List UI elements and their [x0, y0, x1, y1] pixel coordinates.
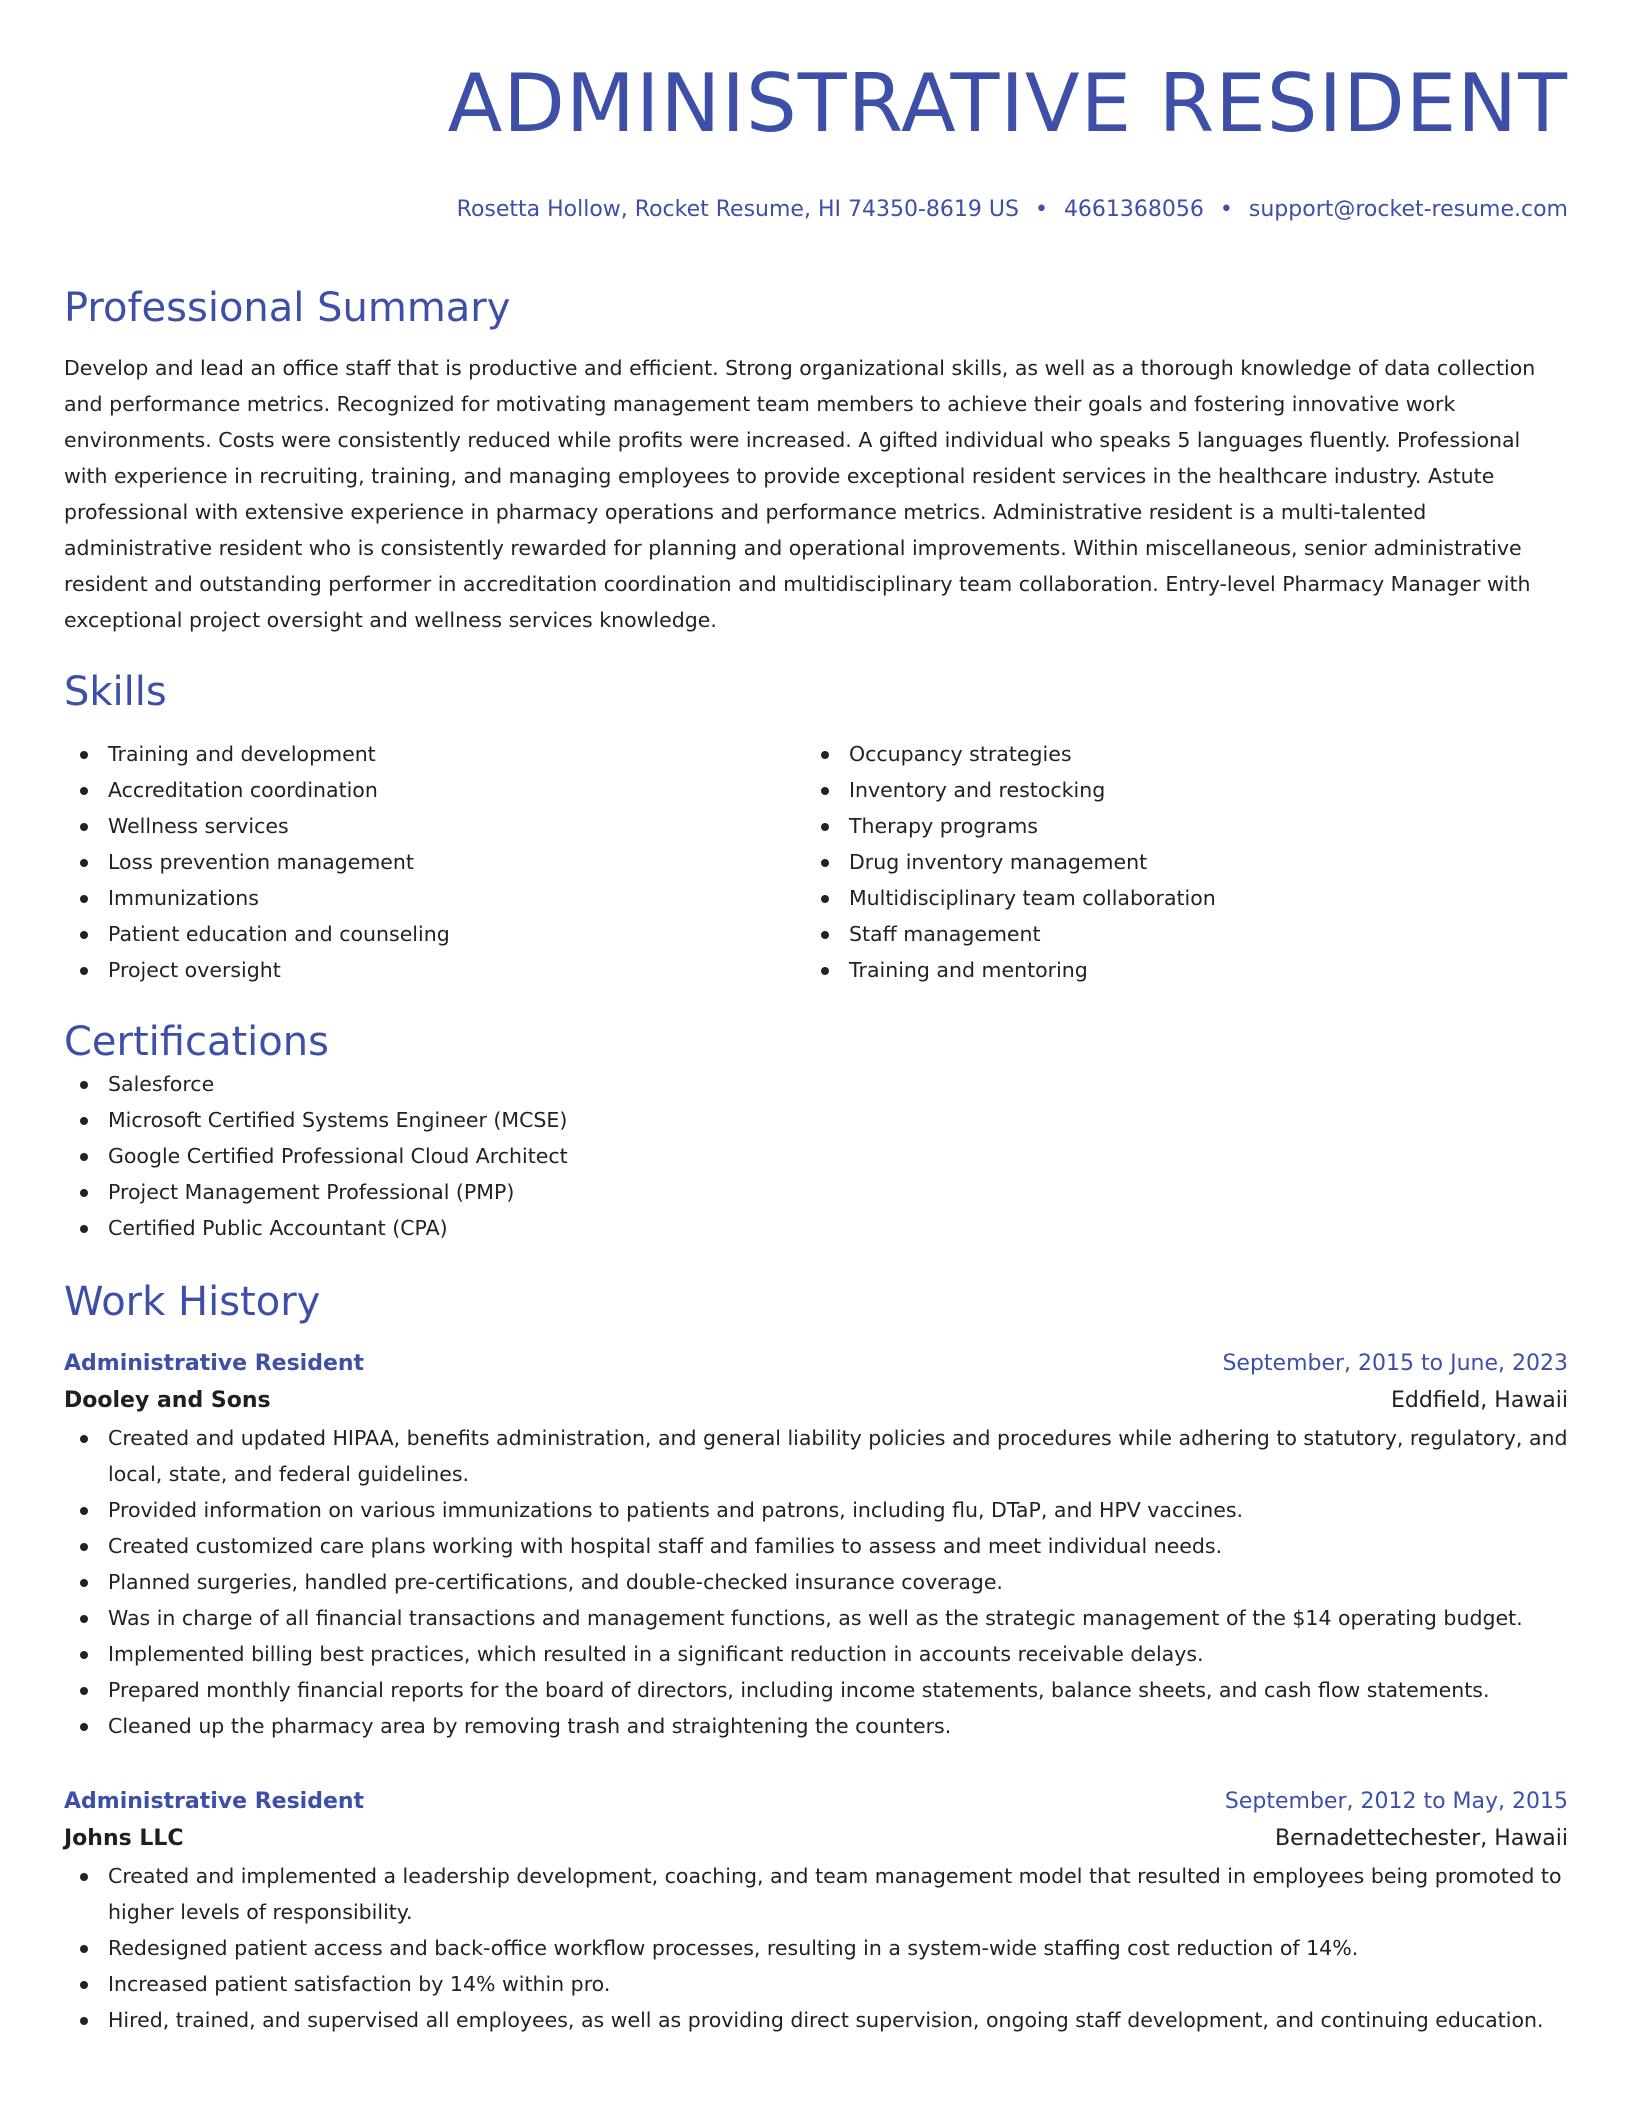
skill-item: Staff management: [805, 916, 1546, 952]
job-bullet: Prepared monthly financial reports for the board of directors, including income statements, balance sheets, and cash flow statements.: [64, 1672, 1568, 1708]
job-employer-row: [64, 1820, 1568, 1858]
skill-item: Accreditation coordination: [64, 772, 805, 808]
job-entry: [64, 1784, 1568, 2038]
skill-item: Wellness services: [64, 808, 805, 844]
job-bullet: Hired, trained, and supervised all employees, as well as providing direct supervision, ongoing staff development, and continuing education.: [64, 2002, 1568, 2038]
skills-column-left: [64, 736, 805, 988]
job-bullet: Created and updated HIPAA, benefits administration, and general liability policies and procedures while adhering to statutory, regulatory, and local, state, and federal guidelines.: [64, 1420, 1568, 1492]
job-company: Dooley and Sons: [64, 1388, 271, 1413]
skill-item: Therapy programs: [805, 808, 1546, 844]
skills-grid: [64, 736, 1568, 988]
contact-address: Rosetta Hollow, Rocket Resume, HI 74350-8619 US: [456, 197, 1019, 222]
job-employer-row: [64, 1382, 1568, 1420]
skill-item: Training and development: [64, 736, 805, 772]
summary-heading: Professional Summary: [64, 285, 511, 331]
job-title: Administrative Resident: [64, 1789, 365, 1814]
job-header-row: [64, 1784, 1568, 1820]
certification-item: Microsoft Certified Systems Engineer (MCSE): [64, 1102, 1568, 1138]
skill-item: Project oversight: [64, 952, 805, 988]
job-bullet: Provided information on various immunizations to patients and patrons, including flu, DTaP, and HPV vaccines.: [64, 1492, 1568, 1528]
skills-list-left: [64, 736, 805, 988]
job-bullet: Created customized care plans working with hospital staff and families to assess and meet individual needs.: [64, 1528, 1568, 1564]
job-responsibilities: [64, 1858, 1568, 2038]
job-dates: September, 2015 to June, 2023: [1222, 1351, 1568, 1376]
contact-line: [64, 194, 1568, 226]
job-bullet: Was in charge of all financial transactions and management functions, as well as the strategic management of the $14 operating budget.: [64, 1600, 1568, 1636]
certifications-list: [64, 1066, 1568, 1246]
candidate-name: ADMINISTRATIVE RESIDENT: [447, 57, 1568, 150]
skills-heading: Skills: [64, 669, 167, 715]
certification-item: Salesforce: [64, 1066, 1568, 1102]
contact-separator: •: [1219, 197, 1233, 222]
job-bullet: Created and implemented a leadership development, coaching, and team management model that resulted in employees being promoted to higher levels of responsibility.: [64, 1858, 1568, 1930]
certification-item: Project Management Professional (PMP): [64, 1174, 1568, 1210]
skills-column-right: [805, 736, 1546, 988]
skill-item: Patient education and counseling: [64, 916, 805, 952]
job-entry: [64, 1346, 1568, 1744]
job-dates: September, 2012 to May, 2015: [1224, 1789, 1568, 1814]
job-bullet: Increased patient satisfaction by 14% within pro.: [64, 1966, 1568, 2002]
skill-item: Loss prevention management: [64, 844, 805, 880]
job-bullet: Redesigned patient access and back-office workflow processes, resulting in a system-wide staffing cost reduction of 14%.: [64, 1930, 1568, 1966]
skill-item: Training and mentoring: [805, 952, 1546, 988]
job-location: Bernadettechester, Hawaii: [1275, 1826, 1568, 1851]
summary-paragraph: Develop and lead an office staff that is productive and efficient. Strong organizational skills, as well as a thorough knowledge of data collection and performance metrics. Recognized for motivating management team members to achieve their goals and fostering innovative work environments. Costs were consistently reduced while profits were increased. A gifted individual who speaks 5 languages fluently. Professional with experience in recruiting, training, and managing employees to provide exceptional resident services in the healthcare industry. Astute professional with extensive experience in pharmacy operations and performance metrics. Administrative resident is a multi-talented administrative resident who is consistently rewarded for planning and operational improvements. Within miscellaneous, senior administrative resident and outstanding performer in accreditation coordination and multidisciplinary team collaboration. Entry-level Pharmacy Manager with exceptional project oversight and wellness services knowledge.: [64, 356, 1536, 632]
skill-item: Immunizations: [64, 880, 805, 916]
job-bullet: Planned surgeries, handled pre-certifications, and double-checked insurance coverage.: [64, 1564, 1568, 1600]
work-history-heading: Work History: [64, 1279, 321, 1325]
job-bullet: Cleaned up the pharmacy area by removing trash and straightening the counters.: [64, 1708, 1568, 1744]
job-title: Administrative Resident: [64, 1351, 365, 1376]
job-location: Eddfield, Hawaii: [1390, 1388, 1568, 1413]
certification-item: Certified Public Accountant (CPA): [64, 1210, 1568, 1246]
skill-item: Drug inventory management: [805, 844, 1546, 880]
skill-item: Multidisciplinary team collaboration: [805, 880, 1546, 916]
job-company: Johns LLC: [64, 1826, 184, 1851]
certifications-heading: Certifications: [64, 1019, 329, 1065]
skill-item: Inventory and restocking: [805, 772, 1546, 808]
skills-list-right: [805, 736, 1546, 988]
job-bullet: Implemented billing best practices, which resulted in a significant reduction in accounts receivable delays.: [64, 1636, 1568, 1672]
contact-email[interactable]: support@rocket-resume.com: [1248, 197, 1568, 222]
certification-item: Google Certified Professional Cloud Architect: [64, 1138, 1568, 1174]
contact-separator: •: [1034, 197, 1048, 222]
job-responsibilities: [64, 1420, 1568, 1744]
job-header-row: [64, 1346, 1568, 1382]
contact-phone[interactable]: 4661368056: [1063, 197, 1204, 222]
skill-item: Occupancy strategies: [805, 736, 1546, 772]
